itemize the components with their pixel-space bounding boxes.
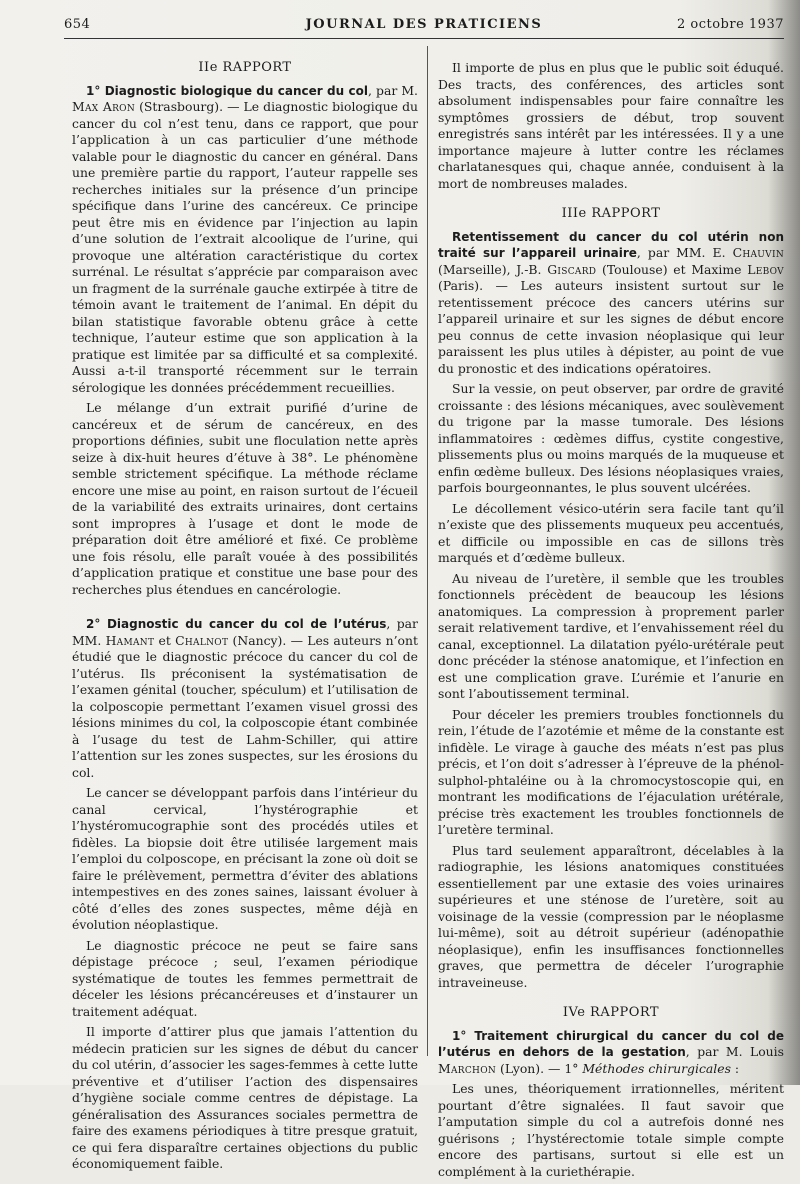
section-1-intro: 1° Diagnostic biologique du cancer du col, par M. Max Aron (Strasbourg). — Le diagnostic biologique du cancer du col n’est tenu, dans ce rapport, que pour l’application à un cas particulier d’une méthode valable pour le diagnostic du cancer en général. Dans une première partie du rapport, l’auteur rappelle ses recherches initiales sur la présence d’un principe spécifique dans l’urine des cancéreux. Ce principe peut être mis en évidence par l’injection au lapin d’une solution de l’extrait alcoolique de l’urine, qui provoque une altération caractéristique du cortex surrénal. Le résultat s’apprécie par comparaison avec un fragment de la surrénale gauche extirpée à titre de témoin avant le traitement de l’animal. En dépit du bilan statistique favorable obtenu grâce à cette technique, l’auteur estime que son application à la pratique est limitée par sa difficulté et sa complexité. Aussi a-t-il transporté récemment sur le terrain sérologique les données précédemment recueillies. [72,82,418,395]
page-number: 654 [64,17,91,32]
page-header [64,14,784,39]
section-3-author-2: Giscard [547,261,597,277]
section-3-title: Retentissement du cancer du col utérin non traité sur l’appareil urinaire [438,229,784,260]
section-4-paragraph: Les unes, théoriquement irrationnelles, méritent pourtant d’être signalées. Il faut savoir que l’amputation simple du col a autrefois donné nes guérisons ; l’hystérectomie totale simple compte encore des partisans, surtout si elle est un complément à la curiethérapie. [438,1081,784,1179]
section-2-author-1: Hamant [105,632,155,648]
section-2-author-2: Chalnot [175,632,229,648]
section-3-author-3: Lebov [747,261,784,277]
section-2-intro: 2° Diagnostic du cancer du col de l’utérus, par MM. Hamant et Chalnot (Nancy). — Les auteurs n’ont étudié que le diagnostic précoce du cancer du col de l’utérus. Ils préconisent la systématisation de l’examen génital (toucher, spéculum) et l’utilisation de la colposcopie permettant l’examen visuel grossi des lésions minimes du col, la colposcopie étant combinée à l’usage du test de Lahm-Schiller, qui attire l’attention sur les zones suspectes, sur les érosions du col. [72,616,418,780]
section-4-title: 1° Traitement chirurgical du cancer du col de l’utérus en dehors de la gestation [438,1028,784,1059]
section-4-author: Marchon [438,1060,497,1076]
section-3-intro: Retentissement du cancer du col utérin non traité sur l’appareil urinaire, par MM. E. Chauvin (Marseille), J.-B. Giscard (Toulouse) et Maxime Lebov (Paris). — Les auteurs insistent surtout sur le retentissement précoce des cancers utérins sur l’appareil urinaire et sur les signes de début encore peu connus de cette invasion néoplasique qui leur paraissent les plus utiles à dépister, au point de vue du pronostic et des indications opératoires. [438,229,784,376]
section-3-text: Les auteurs insistent surtout sur le retentissement précoce des cancers utérins sur l’appareil urinaire et sur les signes de début encore peu connus de cette invasion néoplasique qui leur paraissent les plus utiles à dépister, au point de vue du pronostic et des indications opératoires. [438,278,784,376]
section-2-text: Les auteurs n’ont étudié que le diagnostic précoce du cancer du col de l’utérus. Ils préconisent la systématisation de l’examen génital (toucher, spéculum) et l’utilisation de la colposcopie permettant l’examen visuel grossi des lésions minimes du col, la colposcopie étant combinée à l’usage du test de Lahm-Schiller, qui attire l’attention sur les zones suspectes, sur les érosions du col. [72,632,418,780]
section-1-author: Max Aron [72,99,136,114]
section-2-paragraph: Le diagnostic précoce ne peut se faire sans dépistage précoce ; seul, l’examen périodique systématique de toutes les femmes permettrait de déceler les lésions précancéreuses et d’instaurer un traitement adéquat. [72,937,418,1019]
section-2-paragraph: Le cancer se développant parfois dans l’intérieur du canal cervical, l’hystérographie et l’hystéromucographie sont des procédés utiles et fidèles. La biopsie doit être utilisée largement mais l’emploi du colposcope, en précisant la zone où doit se faire le prélèvement, permettra d’éviter des ablations intempestives en des zones saines, laissant évoluer à côté d’elles des zones suspectes, même déjà en évolution néoplastique. [72,785,418,932]
rapport-2-heading: IIe RAPPORT [198,60,292,75]
issue-date: 2 octobre 1937 [676,17,784,32]
section-3-paragraph: Au niveau de l’uretère, il semble que les troubles fonctionnels précèdent de beaucoup les lésions anatomiques. La compression à proprement parler serait relativement tardive, et l’envahissement réel du canal, exceptionnel. La dilatation pyélo-urétérale peut donc précéder la sténose anatomique, et l’infection en est une complication grave. L’urémie et l’anurie en sont l’aboutissement terminal. [438,570,784,701]
section-1-title: 1° Diagnostic biologique du cancer du col [86,83,368,98]
section-1-text: Le diagnostic biologique du cancer du col n’est tenu, dans ce rapport, que pour l’application à un cas particulier d’une méthode valable pour le diagnostic du cancer en général. Dans une première partie du rapport, l’auteur rappelle ses recherches initiales sur la présence d’un principe spécifique dans l’urine des cancéreux. Ce principe peut être mis en évidence par l’injection au lapin d’une solution de l’extrait alcoolique de l’urine, qui provoque une altération caractéristique du cortex surrénal. Le résultat s’apprécie par comparaison avec un fragment de la surrénale gauche extirpée à titre de témoin avant le traitement de l’animal. En dépit du bilan statistique favorable obtenu grâce à cette technique, l’auteur estime que son application à la pratique est limitée par sa difficulté et sa complexité. Aussi a-t-il transporté récemment sur le terrain sérologique les données précédemment recueillies. [72,99,418,395]
section-3-paragraph: Sur la vessie, on peut observer, par ordre de gravité croissante : des lésions mécaniques, avec soulèvement du trigone par la masse tumorale. Des lésions inflammatoires : œdèmes diffus, cystite congestive, plissements plus ou moins marqués de la muqueuse et enfin œdème bulleux. Des lésions néoplasiques vraies, parfois bourgeonnantes, le plus souvent ulcérées. [438,381,784,495]
section-3-author-1: Chauvin [732,245,784,260]
section-2-paragraph: Il importe d’attirer plus que jamais l’attention du médecin praticien sur les signes de début du cancer du col utérin, d’associer les sages-femmes à cette lutte préventive et d’utiliser l’action des dispensaires d’hygiène sociale comme centres de dépistage. La généralisation des Assurances sociales permettra de faire des examens périodiques à titre presque gratuit, ce qui fera disparaître certaines objections du public économiquement faible. [72,1024,418,1171]
journal-title: JOURNAL DES PRATICIENS [305,17,543,32]
right-column [438,60,784,1184]
continued-paragraph: Il importe de plus en plus que le public soit éduqué. Des tracts, des conférences, des articles sont absolument indispensables pour faire connaître les symptômes grossiers de début, trop souvent enregistrés sans intérêt par les intéressées. Il y a une importance majeure à lutter contre les réclames charlatanesques qui, chaque année, conduisent à la mort de nombreuses malades. [438,60,784,191]
rapport-3-heading: IIIe RAPPORT [561,206,661,221]
rapport-4-heading: IVe RAPPORT [562,1005,660,1020]
section-3-paragraph: Le décollement vésico-utérin sera facile tant qu’il n’existe que des plissements muqueux peu accentués, et difficile ou impossible en cas de sillons très marqués et d’œdème bulleux. [438,500,784,565]
left-column [72,60,418,1177]
section-4-subtitle: Méthodes chirurgicales [582,1060,731,1076]
section-4-intro: 1° Traitement chirurgical du cancer du col de l’utérus en dehors de la gestation, par M. Louis Marchon (Lyon). — 1° Méthodes chirurgicales : [438,1028,784,1076]
section-2-title: 2° Diagnostic du cancer du col de l’utérus [86,617,387,631]
section-1-paragraph: Le mélange d’un extrait purifié d’urine de cancéreux et de sérum de cancéreux, en des proportions définies, subit une floculation nette après seize à dix-huit heures d’étuve à 38°. Le phénomène semble strictement spécifique. La méthode réclame encore une mise au point, en raison surtout de l’écueil de la variabilité des extraits urinaires, dont certains sont impropres à l’usage et dont le mode de préparation doit être amélioré et fixé. Ce problème une fois résolu, elle paraît vouée à des possibilités d’application pratique et constitue une base pour des recherches plus étendues en cancérologie. [72,400,418,597]
column-divider [427,46,428,1056]
section-3-paragraph: Pour déceler les premiers troubles fonctionnels du rein, l’étude de l’azotémie et même de la constante est infidèle. Le virage à gauche des méats n’est pas plus précis, et l’on doit s’adresser à l’épreuve de la phénol-sulphol-phtaléine ou à la chromocystoscopie qui, en montrant les modifications de l’éjaculation urétérale, précise très exactement les troubles fonctionnels de l’uretère terminal. [438,706,784,837]
section-3-paragraph: Plus tard seulement apparaîtront, décelables à la radiographie, les lésions anatomiques constituées essentiellement par une extasie des voies urinaires supérieures et une sténose de l’uretère, soit au voisinage de la vessie (compression par le néoplasme lui-même), soit au détroit supérieur (adénopathie néoplasique), enfin les insuffisances fonctionnelles graves, que permettra de déceler l’urographie intraveineuse. [438,842,784,990]
